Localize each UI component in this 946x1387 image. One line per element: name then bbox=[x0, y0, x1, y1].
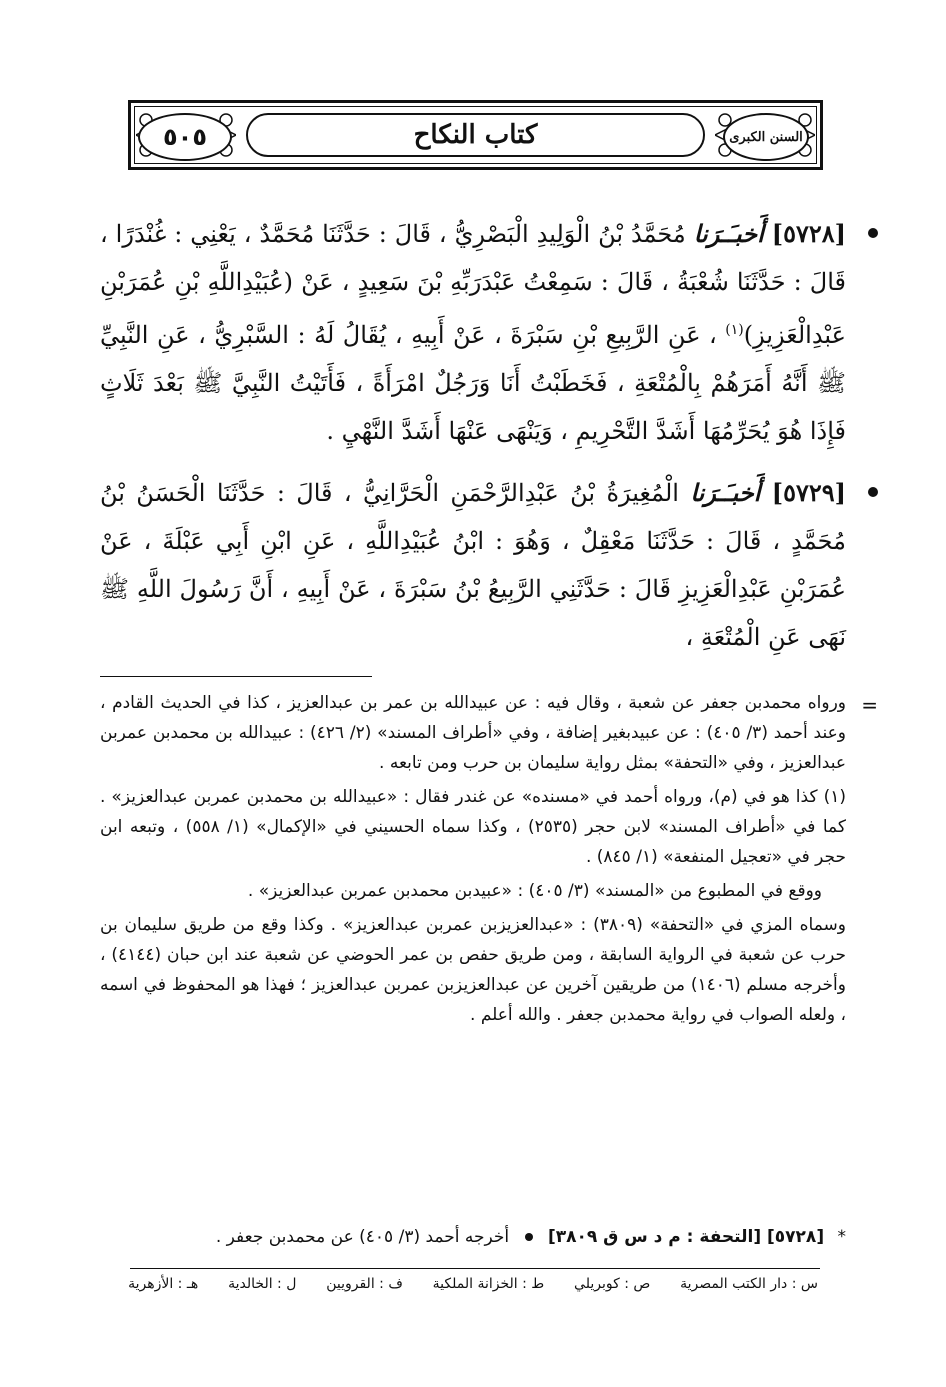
akhbarana: أَخبـَـرَنا bbox=[690, 478, 761, 507]
hadith-5728 bbox=[100, 210, 846, 455]
manuscript-sources bbox=[128, 1276, 818, 1292]
page-header bbox=[128, 100, 823, 170]
footnote-continuation: ورواه محمدبن جعفر عن شعبة ، وقال فيه : عن عبيدالله بن عمر بن عبدالعزيز ، كذا في الحديث القادم ، وعند أحمد (٣/ ٤٠٥) : عن عبيدبغير إضافة ، وفي «أطراف المسند» (٢/ ٤٢٦) : عبيدالله بن محمدبن عمربن عبدالعزيز ، وفي «التحفة» بمثل رواية سليمان بن حرب ومن تابعه . bbox=[100, 693, 846, 773]
hadith-number: [٥٧٢٩] bbox=[771, 478, 847, 507]
footnote-ref: (١) bbox=[725, 322, 744, 338]
main-text bbox=[100, 210, 846, 675]
source-item: س : دار الكتب المصرية bbox=[680, 1276, 818, 1292]
bullet-icon bbox=[868, 487, 878, 497]
source-item: ف : القرويين bbox=[326, 1276, 403, 1292]
sources-divider bbox=[130, 1268, 820, 1269]
source-item: ط : الخزانة الملكية bbox=[432, 1276, 545, 1292]
page-number: ٥٠٥ bbox=[138, 113, 232, 161]
takhrij-ref: [٥٧٢٨] [التحفة : م د س ق ٣٨٠٩] bbox=[547, 1227, 825, 1247]
bullet-icon bbox=[525, 1233, 533, 1241]
source-item: هـ : الأزهرية bbox=[128, 1276, 199, 1292]
takhrij-line bbox=[100, 1222, 846, 1252]
bullet-icon bbox=[868, 228, 878, 238]
book-seal: السنن الكبرى bbox=[723, 113, 809, 161]
footnote-1: (١) كذا هو في (م)، ورواه أحمد في «مسنده» عن غندر فقال : «عبيدالله بن محمدبن عمربن عبدالعزيز» . كما في «أطراف المسند» لابن حجر (٢٥٣٥) ، وكذا سماه الحسيني في «الإكمال» (١/ ٥٥٨) ، وتبعه ابن حجر في «تعجيل المنفعة» (١/ ٨٤٥) . bbox=[100, 787, 846, 867]
footnote-1-paragraph-2: ووقع في المطبوع من «المسند» (٣/ ٤٠٥) : «عبيدبن محمدبن عمربن عبدالعزيز» . bbox=[247, 881, 822, 901]
footnote-divider bbox=[100, 676, 372, 677]
book-title: كتاب النكاح bbox=[246, 113, 705, 157]
hadith-text: مُحَمَّدُ بْنُ الْوَلِيدِ الْبَصْرِيُّ ، قَالَ : حَدَّثَنَا مُحَمَّدٌ ، يَعْنِي : غُنْدَرًا ، قَالَ : حَدَّثَنَا شُعْبَةُ ، قَالَ : سَمِعْتُ عَبْدَرَبِّهِ بْنَ سَعِيدٍ ، عَنْ (عُبَيْدِاللَّهِ بْنِ عُمَرَبْنِ عَبْدِالْعَزِيزِ) bbox=[100, 220, 846, 349]
hadith-5729 bbox=[100, 469, 846, 661]
hadith-number: [٥٧٢٨] bbox=[771, 219, 846, 248]
continuation-mark: = bbox=[861, 693, 878, 717]
footnotes bbox=[100, 688, 878, 1034]
star-icon: * bbox=[837, 1227, 846, 1247]
akhbarana: أَخبـَـرَنا bbox=[693, 219, 764, 248]
hadith-text: الْمُغِيرَةُ بْنُ عَبْدِالرَّحْمَنِ الْحَرَّانِيُّ ، قَالَ : حَدَّثَنَا الْحَسَنُ بْنُ مُحَمَّدٍ ، قَالَ : حَدَّثَنَا مَعْقِلٌ ، وَهُوَ : ابْنُ عُبَيْدِاللَّهِ ، عَنِ ابْنِ أَبِي عَبْلَةَ ، عَنْ عُمَرَبْنِ عَبْدِالْعَزِيزِ قَالَ : حَدَّثَنِي الرَّبِيعُ بْنُ سَبْرَةَ ، عَنْ أَبِيهِ ، أَنَّ رَسُولَ اللَّهِ ﷺ نَهَى عَنِ الْمُتْعَةِ ، bbox=[100, 479, 846, 651]
takhrij-text: أخرجه أحمد (٣/ ٤٠٥) عن محمدبن جعفر . bbox=[215, 1227, 510, 1247]
source-item: ل : الخالدية bbox=[228, 1276, 297, 1292]
footnote-1-paragraph-3: وسماه المزي في «التحفة» (٣٨٠٩) : «عبدالعزيزبن عمربن عبدالعزيز» . وكذا وقع من طريق سليمان بن حرب عن شعبة في الرواية السابقة ، ومن طريق حفص بن عمر الحوضي عن شعبة عند ابن حبان (٤١٤٤) ، وأخرجه مسلم (١٤٠٦) من طريقين آخرين عن عبدالعزيزبن عمربن عبدالعزيز ؛ فهذا هو المحفوظ في اسمه ، ولعله الصواب في رواية محمدبن جعفر . والله أعلم . bbox=[100, 915, 847, 1025]
hadith-text-cont: ، عَنِ الرَّبِيعِ بْنِ سَبْرَةَ ، عَنْ أَبِيهِ ، يُقَالُ لَهُ : السَّبْرِيُّ ، عَنِ النَّبِيِّ ﷺ أَنَّهُ أَمَرَهُمْ بِالْمُتْعَةِ ، فَخَطَبْتُ أَنَا وَرَجُلٌ امْرَأَةً ، فَأَتَيْتُ النَّبِيَّ ﷺ بَعْدَ ثَلَاثٍ فَإِذَا هُوَ يُحَرِّمُهَا أَشَدَّ التَّحْرِيمِ ، وَيَنْهَى عَنْهَا أَشَدَّ النَّهْيِ . bbox=[100, 321, 846, 445]
source-item: ص : كوبريلي bbox=[574, 1276, 651, 1292]
